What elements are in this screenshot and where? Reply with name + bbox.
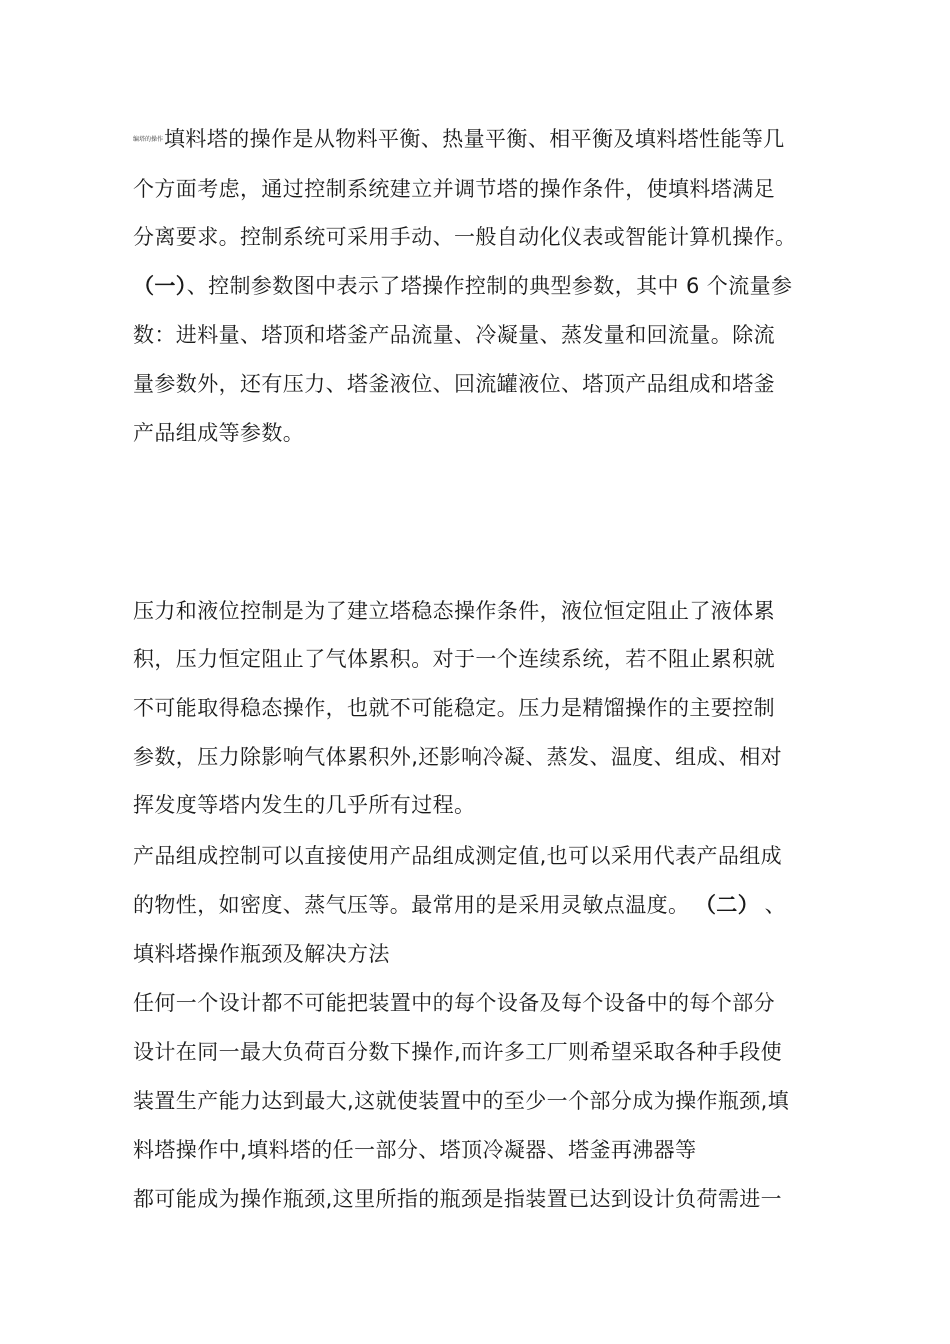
- section-2-marker: （二）: [705, 893, 749, 917]
- paragraph-4-line-2: 的物性，如密度、蒸气压等。最常用的是采用灵敏点温度。 （二） 、: [133, 893, 787, 917]
- paragraph-5-line-3: 装置生产能力达到最大,这就使装置中的至少一个部分成为操作瓶颈,填: [133, 1089, 790, 1113]
- paragraph-4-line-1: 产品组成控制可以直接使用产品组成测定值,也可以采用代表产品组成: [133, 844, 783, 868]
- paragraph-2-line-1: （一）、控制参数图中表示了塔操作控制的典型参数，其中 6 个流量参: [133, 274, 793, 298]
- paragraph-5-line-5: 都可能成为操作瓶颈,这里所指的瓶颈是指装置已达到设计负荷需进一: [133, 1187, 783, 1211]
- paragraph-3-line-5: 挥发度等塔内发生的几乎所有过程。: [133, 793, 476, 817]
- paragraph-3-line-1: 压力和液位控制是为了建立塔稳态操作条件，液位恒定阻止了液体累: [133, 599, 775, 623]
- paragraph-1-line-1: 编塔的操作填料塔的操作是从物料平衡、热量平衡、相平衡及填料塔性能等几: [133, 127, 785, 151]
- section-1-marker: （一）: [133, 274, 187, 298]
- paragraph-2-line-3: 量参数外，还有压力、塔釜液位、回流罐液位、塔顶产品组成和塔釜: [133, 372, 775, 396]
- paragraph-2-line-4: 产品组成等参数。: [133, 421, 305, 445]
- paragraph-3-line-2: 积，压力恒定阻止了气体累积。对于一个连续系统，若不阻止累积就: [133, 647, 775, 671]
- paragraph-5-line-1: 任何一个设计都不可能把装置中的每个设备及每个设备中的每个部分: [133, 991, 775, 1015]
- paragraph-3-line-4: 参数，压力除影响气体累积外,还影响冷凝、蒸发、温度、组成、相对: [133, 745, 783, 769]
- paragraph-1-line-2: 个方面考虑，通过控制系统建立并调节塔的操作条件，使填料塔满足: [133, 177, 775, 201]
- paragraph-5-line-4: 料塔操作中,填料塔的任一部分、塔顶冷凝器、塔釜再沸器等: [133, 1138, 697, 1162]
- paragraph-4-line-3: 填料塔操作瓶颈及解决方法: [133, 942, 390, 966]
- header-label: 编塔的操作: [133, 136, 164, 143]
- paragraph-1-line-3: 分离要求。控制系统可采用手动、一般自动化仪表或智能计算机操作。: [133, 225, 797, 249]
- paragraph-5-line-2: 设计在同一最大负荷百分数下操作,而许多工厂则希望采取各种手段使: [133, 1040, 783, 1064]
- paragraph-3-line-3: 不可能取得稳态操作，也就不可能稳定。压力是精馏操作的主要控制: [133, 696, 775, 720]
- paragraph-2-line-2: 数：进料量、塔顶和塔釜产品流量、冷凝量、蒸发量和回流量。除流: [133, 323, 775, 347]
